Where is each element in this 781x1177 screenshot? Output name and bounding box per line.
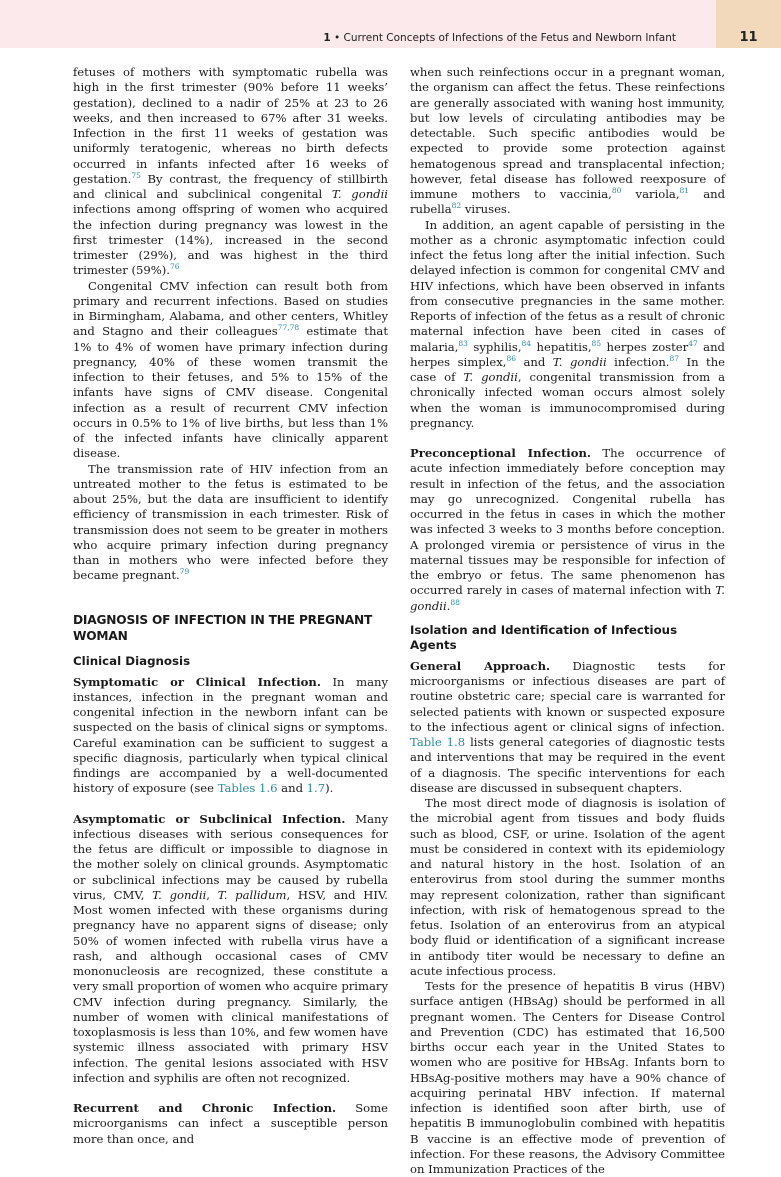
paragraph: In addition, an agent capable of persisting in the mother as a chronic asymptomatic infection could infect the fetus long after the initial infection. Such delayed infection is common for congenital CMV and HIV infections, which have been observed in infants from consecutive pregnancies in the same mother. Reports of infection of the fetus as a result of chronic maternal infection have been cited in cases of malaria,$^{83}$ syphilis,$^{84}$ hepatitis,$^{85}$ herpes zoster$^{47}$ and herpes simplex,$^{86}$ and T. gondii infection.$^{87}$ In the case of T. gondii, congenital transmission from a chronically infected woman occurs almost solely when the woman is immunocompromised during pregnancy. [410,217,726,430]
section-heading: DIAGNOSIS OF INFECTION IN THE PREGNANT WOMAN [73,612,373,643]
paragraph: The transmission rate of HIV infection from an untreated mother to the fetus is estimated to be about 25%, but the data are insufficient to identify efficiency of transmission in each trimester. Risk of transmission does not seem to be greater in mothers who acquire primary infection during pregnancy than in mothers who were infected before they became pregnant.$^{79}$ [73,461,388,583]
paragraph: fetuses of mothers with symptomatic rubella was high in the first trimester (90% before 11 weeks’ gestation), declined to a nadir of 25% at 23 to 26 weeks, and then increased to 67% after 31 weeks. Infection in the first 11 weeks of gestation was uniformly teratogenic, whereas no birth defects occurred in infants infected after 16 weeks of gestation.$^{75}$ By contrast, the frequency of stillbirth and clinical and subclinical congenital T. gondii infections among offspring of women who acquired the infection during pregnancy was lowest in the first trimester (14%), increased in the second trimester (29%), and was highest in the third trimester (59%).$^{76}$ [73,65,389,278]
subsection-heading: Isolation and Identification of Infectious Agents [410,622,678,652]
paragraph: when such reinfections occur in a pregnant woman, the organism can affect the fetus. These reinfections are generally associated with waning host immunity, but low levels of circulating antibodies may be detectable. Such specific antibodies would be expected to provide some protection against hematogenous spread and transplacental infection; however, fetal disease has followed reexposure of immune mothers to vaccinia,$^{80}$ variola,$^{81}$ and rubella$^{82}$ viruses. [410,65,725,217]
citation[interactable]: 82 [451,201,462,211]
chapter-number: 1 [323,32,331,44]
citation[interactable]: 80 [611,186,622,196]
citation[interactable]: 84 [521,338,532,348]
bullet: • [333,32,341,44]
citation[interactable]: 76 [169,262,180,272]
paragraph: Preconceptional Infection. The occurrence of acute infection immediately before conception may result in infection of the fetus, and the association may go unrecognized. Congenital rubella has occurred in the fetus in cases in which the mother was infected 3 weeks to 3 months before conception. A prolonged viremia or persistence of virus in the maternal tissues may be responsible for infection of the embryo or fetus. The same phenomenon has occurred rarely in cases of maternal infection with T. gondii.$^{88}$ [410,446,725,613]
table-link[interactable]: Tables 1.6 [217,781,278,796]
citation[interactable]: 87 [669,353,680,363]
paragraph: General Approach. Diagnostic tests for microorganisms or infectious diseases are part of routine obstetric care; special care is warranted for selected patients with known or suspected exposure to the infectious agent or clinical signs of infection. Table 1.8 lists general categories of diagnostic tests and interventions that may be required in the event of a diagnosis. The specific interventions for each disease are discussed in subsequent chapters. [410,658,726,795]
citation[interactable]: 85 [591,338,602,348]
citation[interactable]: 79 [179,567,190,577]
right-column [410,65,725,1177]
run-in-heading: General Approach. [410,658,551,673]
paragraph: The most direct mode of diagnosis is isolation of the microbial agent from tissues and body fluids such as blood, CSF, or urine. Isolation of the agent must be considered in context with its epidemiology and natural history in the host. Isolation of an enterovirus from stool during the summer months may represent colonization, rather than significant infection, with risk of hematogenous spread to the fetus. Isolation of an enterovirus from an atypical body fluid or identification of a significant increase in antibody titer would be necessary to define an acute infectious process. [410,796,725,978]
running-head [323,32,676,44]
run-in-heading: Preconceptional Infection. [410,446,591,460]
subsection-heading: Clinical Diagnosis [73,653,191,668]
citation[interactable]: 88 [450,597,460,607]
run-in-heading: Recurrent and Chronic Infection. [73,1101,337,1115]
page-number: 11 [739,30,758,45]
citation[interactable]: 77,78 [277,323,300,333]
paragraph: Congenital CMV infection can result both from primary and recurrent infections. Based on studies in Birmingham, Alabama, and other centers, Whitley and Stagno and their colleagues$^{77,78}$ estimate that 1% to 4% of women have primary infection during pregnancy, 40% of these women transmit the infection to their fetuses, and 5% to 15% of the infants have signs of CMV disease. Congenital infection as a result of recurrent CMV infection occurs in 0.5% to 1% of live births, but less than 1% of the infected infants have clinically apparent disease. [73,278,388,461]
citation[interactable]: 86 [506,353,516,363]
paragraph: Recurrent and Chronic Infection. Some microorganisms can infect a susceptible person more than once, and [73,1101,388,1146]
paragraph: Asymptomatic or Subclinical Infection. Many infectious diseases with serious consequences for the fetus are difficult or impossible to diagnose in the mother solely on clinical grounds. Asymptomatic or subclinical infections may be caused by rubella virus, CMV, T. gondii, T. pallidum, HSV, and HIV. Most women infected with these organisms during pregnancy have no apparent signs of disease; only 50% of women infected with rubella virus have a rash, and although occasional cases of CMV mononucleosis are recognized, these constitute a very small proportion of women who acquire primary CMV infection during pregnancy. Similarly, the number of women with clinical manifestations of toxoplasmosis is less than 10%, and few women have systemic illness associated with primary HSV infection. The genital lesions associated with HSV infection and syphilis are often not recognized. [73,811,388,1085]
chapter-title: Current Concepts of Infections of the Fetus and Newborn Infant [343,32,676,44]
run-in-heading: Symptomatic or Clinical Infection. [73,674,321,689]
paragraph: Symptomatic or Clinical Infection. In many instances, infection in the pregnant woman and congenital infection in the newborn infant can be suspected on the basis of clinical signs or symptoms. Careful examination can be sufficient to suggest a specific diagnosis, particularly when typical clinical findings are accompanied by a well-documented history of exposure (see Tables 1.6 and 1.7). [73,674,388,796]
citation[interactable]: 75 [131,170,141,180]
citation[interactable]: 83 [458,338,468,348]
citation[interactable]: 81 [679,186,690,196]
paragraph: Tests for the presence of hepatitis B virus (HBV) surface antigen (HBsAg) should be performed in all pregnant women. The Centers for Disease Control and Prevention (CDC) has estimated that 16,500 births occur each year in the United States to women who are positive for HBsAg. Infants born to HBsAg-positive mothers may have a 90% chance of acquiring perinatal HBV infection. If maternal infection is identified soon after birth, use of hepatitis B immunoglobulin combined with hepatitis B vaccine is an effective mode of prevention of infection. For these reasons, the Advisory Committee on Immunization Practices of the [410,979,725,1176]
table-link[interactable]: 1.7 [306,781,326,796]
run-in-heading: Asymptomatic or Subclinical Infection. [73,811,346,826]
table-link[interactable]: Table 1.8 [410,735,466,749]
left-column [73,65,388,1147]
citation[interactable]: 47 [688,338,698,348]
